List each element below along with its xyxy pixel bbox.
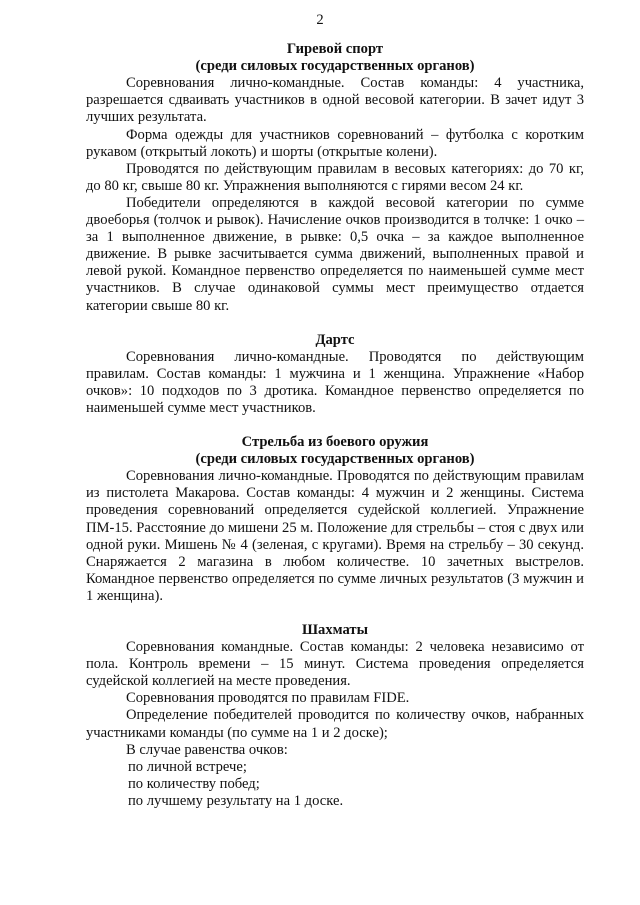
section-title: Дартс xyxy=(315,331,355,348)
section-kettlebell xyxy=(86,41,584,315)
list-item: по количеству побед; xyxy=(128,775,260,792)
paragraph: Проводятся по действующим правилам в весовых категориях: до 70 кг, до 80 кг, свыше 80 кг. Упражнения выполняются с гирями весом 24 кг. xyxy=(86,160,584,194)
paragraph: Соревнования командные. Состав команды: 2 человека независимо от пола. Контроль времени – 15 минут. Система проведения определяется судейской коллегией на месте проведения. xyxy=(86,639,584,690)
paragraph: Победители определяются в каждой весовой категории по сумме двоеборья (толчок и рывок). Начисление очков производится в толчке: 1 очко – за 1 выполненное движение, в рывке: 0,5 очка – за каждое выполненное движение. В рывке засчитывается сумма движений, выполненных правой и левой рукой. Командное первенство определяется по наименьшей сумме мест участников. В случае одинаковой суммы мест преимущество отдается категории свыше 80 кг. xyxy=(86,194,584,314)
section-chess xyxy=(86,622,584,810)
list-item: по лучшему результату на 1 доске. xyxy=(128,792,344,809)
section-darts xyxy=(86,332,584,417)
section-title: Гиревой спорт xyxy=(286,41,384,58)
section-title: Стрельба из боевого оружия xyxy=(241,434,429,451)
list-item: по личной встрече; xyxy=(128,758,247,775)
paragraph: Определение победителей проводится по количеству очков, набранных участниками команды (по сумме на 1 и 2 доске); xyxy=(86,707,584,741)
paragraph: Форма одежды для участников соревнований – футболка с коротким рукавом (открытый локоть) и шорты (открытые колени). xyxy=(86,126,584,160)
paragraph: В случае равенства очков: xyxy=(126,741,288,758)
paragraph: Соревнования проводятся по правилам FIDE. xyxy=(126,690,410,707)
paragraph: Соревнования лично-командные. Состав команды: 4 участника, разрешается сдваивать участников в одной весовой категории. В зачет идут 3 лучших результата. xyxy=(86,75,584,126)
paragraph: Соревнования лично-командные. Проводятся по действующим правилам из пистолета Макарова. Состав команды: 4 мужчин и 2 женщины. Система проведения соревнований определяется судейской коллегией. Упражнение ПМ-15. Расстояние до мишени 25 м. Положение для стрельбы – стоя с двух или одной руки. Мишень № 4 (зеленая, с кругами). Время на стрельбу – 30 секунд. Снаряжается 2 магазина в любом количестве. 10 зачетных выстрелов. Командное первенство определяется по сумме личных результатов (3 мужчин и 1 женщина). xyxy=(86,468,584,604)
section-title: Шахматы xyxy=(302,622,368,638)
section-subtitle: (среди силовых государственных органов) xyxy=(195,451,475,468)
section-subtitle: (среди силовых государственных органов) xyxy=(195,58,475,75)
paragraph: Соревнования лично-командные. Проводятся по действующим правилам. Состав команды: 1 мужчина и 1 женщина. Упражнение «Набор очков»: 10 подходов по 3 дротика. Командное первенство определяется по наименьшей сумме мест участников. xyxy=(86,348,584,416)
page-number: 2 xyxy=(316,12,324,28)
section-shooting xyxy=(86,434,584,605)
